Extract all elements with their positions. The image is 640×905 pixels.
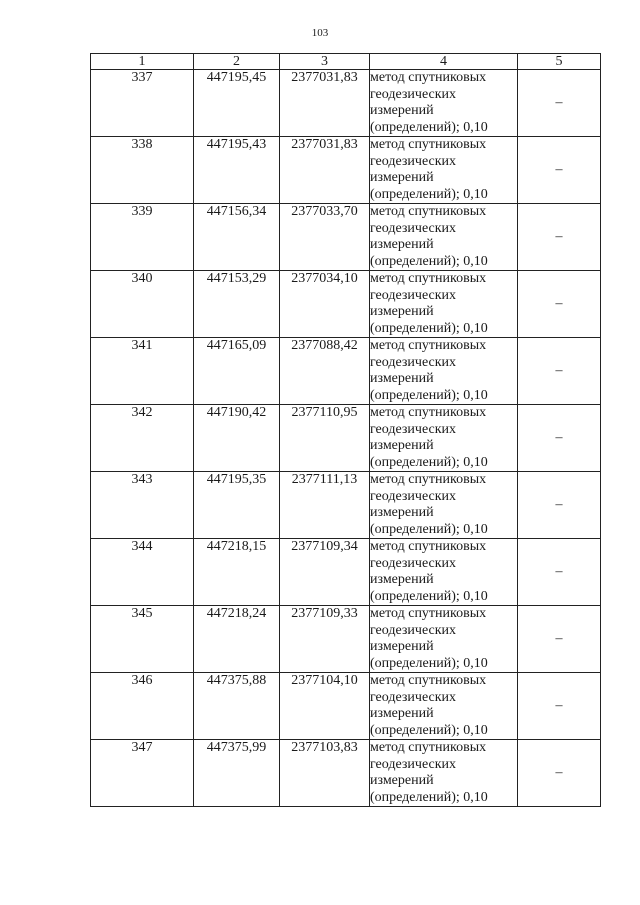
method-line: геодезических: [370, 354, 457, 370]
table-row: [91, 271, 601, 338]
y-coordinate-cell: 2377109,34: [280, 539, 370, 606]
method-cell: [370, 606, 518, 673]
method-line: геодезических: [370, 756, 457, 772]
method-line: измерений: [370, 371, 434, 386]
note-cell: –: [518, 673, 601, 740]
method-line: геодезических: [370, 220, 457, 236]
method-line: метод спутниковых: [370, 338, 487, 353]
coordinates-table: [90, 53, 601, 807]
y-coordinate-cell: 2377034,10: [280, 271, 370, 338]
column-header-1: 1: [91, 54, 194, 70]
table-row: [91, 673, 601, 740]
point-number-cell: 340: [91, 271, 194, 338]
method-line: (определений); 0,10: [370, 186, 488, 202]
x-coordinate-cell: 447195,43: [194, 137, 280, 204]
method-line: метод спутниковых: [370, 204, 487, 219]
y-coordinate-cell: 2377104,10: [280, 673, 370, 740]
column-header-5: 5: [518, 54, 601, 70]
x-coordinate-cell: 447190,42: [194, 405, 280, 472]
point-number-cell: 338: [91, 137, 194, 204]
note-cell: –: [518, 204, 601, 271]
method-line: геодезических: [370, 689, 457, 705]
method-line: измерений: [370, 103, 434, 118]
method-cell: [370, 539, 518, 606]
method-line: измерений: [370, 505, 434, 520]
table-row: [91, 137, 601, 204]
table-row: [91, 70, 601, 137]
table-row: [91, 405, 601, 472]
method-line: метод спутниковых: [370, 137, 487, 152]
column-header-2: 2: [194, 54, 280, 70]
method-cell: [370, 405, 518, 472]
method-line: (определений); 0,10: [370, 387, 488, 403]
y-coordinate-cell: 2377033,70: [280, 204, 370, 271]
point-number-cell: 337: [91, 70, 194, 137]
note-cell: –: [518, 70, 601, 137]
table-row: [91, 204, 601, 271]
method-line: геодезических: [370, 86, 457, 102]
method-line: геодезических: [370, 421, 457, 437]
method-line: геодезических: [370, 153, 457, 169]
page-number: 103: [311, 27, 329, 39]
point-number-cell: 344: [91, 539, 194, 606]
method-line: геодезических: [370, 287, 457, 303]
point-number-cell: 339: [91, 204, 194, 271]
y-coordinate-cell: 2377103,83: [280, 740, 370, 807]
point-number-cell: 341: [91, 338, 194, 405]
point-number-cell: 343: [91, 472, 194, 539]
point-number-cell: 346: [91, 673, 194, 740]
method-line: (определений); 0,10: [370, 722, 488, 738]
column-header-4: 4: [370, 54, 518, 70]
method-line: геодезических: [370, 555, 457, 571]
method-line: измерений: [370, 304, 434, 319]
method-line: метод спутниковых: [370, 740, 487, 755]
method-line: метод спутниковых: [370, 405, 487, 420]
column-header-3: 3: [280, 54, 370, 70]
x-coordinate-cell: 447375,88: [194, 673, 280, 740]
table-row: [91, 539, 601, 606]
y-coordinate-cell: 2377109,33: [280, 606, 370, 673]
y-coordinate-cell: 2377111,13: [280, 472, 370, 539]
method-cell: [370, 472, 518, 539]
method-line: метод спутниковых: [370, 539, 487, 554]
point-number-cell: 347: [91, 740, 194, 807]
method-cell: [370, 137, 518, 204]
method-line: (определений); 0,10: [370, 789, 488, 805]
method-line: (определений); 0,10: [370, 119, 488, 135]
method-line: измерений: [370, 438, 434, 453]
method-line: (определений); 0,10: [370, 253, 488, 269]
method-cell: [370, 673, 518, 740]
x-coordinate-cell: 447156,34: [194, 204, 280, 271]
x-coordinate-cell: 447218,15: [194, 539, 280, 606]
method-line: измерений: [370, 572, 434, 587]
method-line: (определений); 0,10: [370, 655, 488, 671]
x-coordinate-cell: 447153,29: [194, 271, 280, 338]
x-coordinate-cell: 447375,99: [194, 740, 280, 807]
note-cell: –: [518, 338, 601, 405]
y-coordinate-cell: 2377031,83: [280, 137, 370, 204]
x-coordinate-cell: 447195,45: [194, 70, 280, 137]
x-coordinate-cell: 447165,09: [194, 338, 280, 405]
table-row: [91, 740, 601, 807]
table-row: [91, 472, 601, 539]
method-cell: [370, 338, 518, 405]
method-line: (определений); 0,10: [370, 588, 488, 604]
table-row: [91, 338, 601, 405]
note-cell: –: [518, 740, 601, 807]
note-cell: –: [518, 271, 601, 338]
point-number-cell: 342: [91, 405, 194, 472]
method-cell: [370, 204, 518, 271]
note-cell: –: [518, 472, 601, 539]
method-line: (определений); 0,10: [370, 454, 488, 470]
note-cell: –: [518, 539, 601, 606]
note-cell: –: [518, 405, 601, 472]
method-cell: [370, 271, 518, 338]
method-line: измерений: [370, 170, 434, 185]
method-cell: [370, 70, 518, 137]
note-cell: –: [518, 606, 601, 673]
method-line: (определений); 0,10: [370, 320, 488, 336]
method-line: измерений: [370, 237, 434, 252]
note-cell: –: [518, 137, 601, 204]
table-row: [91, 606, 601, 673]
method-line: геодезических: [370, 622, 457, 638]
x-coordinate-cell: 447195,35: [194, 472, 280, 539]
table-header-row: [91, 54, 601, 70]
method-line: измерений: [370, 706, 434, 721]
point-number-cell: 345: [91, 606, 194, 673]
y-coordinate-cell: 2377110,95: [280, 405, 370, 472]
method-line: метод спутниковых: [370, 70, 487, 85]
method-cell: [370, 740, 518, 807]
x-coordinate-cell: 447218,24: [194, 606, 280, 673]
method-line: метод спутниковых: [370, 673, 487, 688]
method-line: измерений: [370, 773, 434, 788]
method-line: измерений: [370, 639, 434, 654]
method-line: геодезических: [370, 488, 457, 504]
method-line: метод спутниковых: [370, 472, 487, 487]
y-coordinate-cell: 2377031,83: [280, 70, 370, 137]
table-body: [91, 70, 601, 807]
method-line: метод спутниковых: [370, 606, 487, 621]
y-coordinate-cell: 2377088,42: [280, 338, 370, 405]
method-line: (определений); 0,10: [370, 521, 488, 537]
method-line: метод спутниковых: [370, 271, 487, 286]
